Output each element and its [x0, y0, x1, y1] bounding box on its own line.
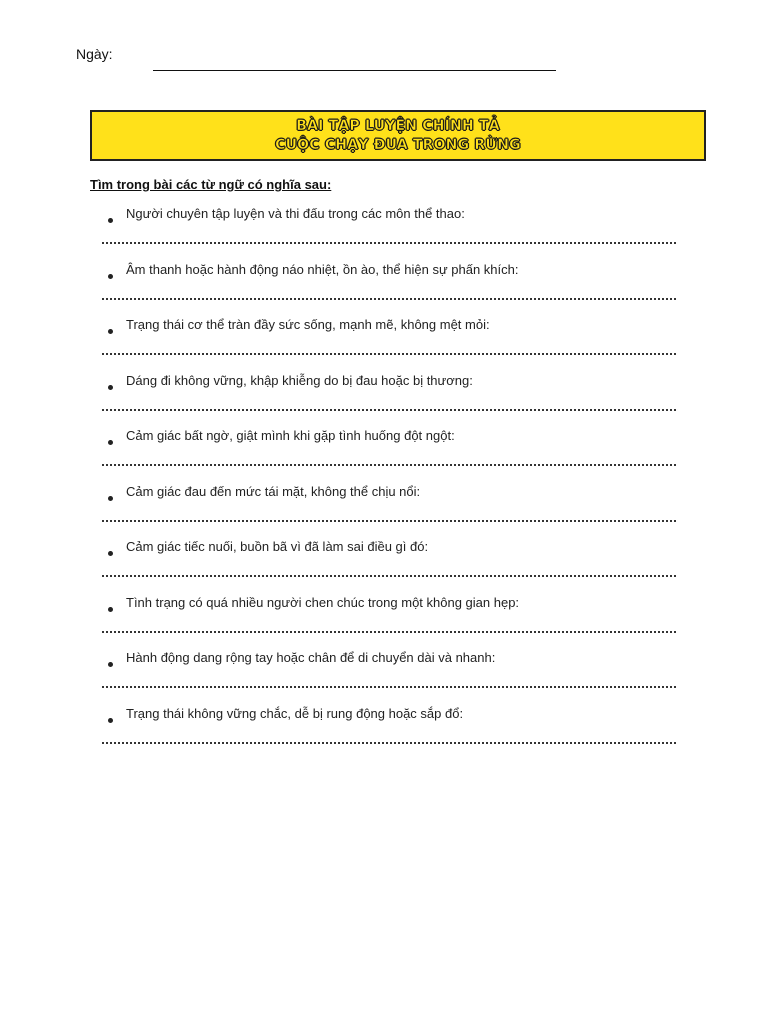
question-item — [102, 422, 678, 478]
answer-line[interactable] — [102, 631, 676, 633]
bullet-icon — [108, 551, 113, 556]
question-label: Cảm giác đau đến mức tái mặt, không thể chịu nổi: — [126, 483, 421, 499]
question-label: Trạng thái cơ thể tràn đầy sức sống, mạnh mẽ, không mệt mỏi: — [126, 317, 490, 332]
question-item — [102, 644, 678, 700]
question-label: Âm thanh hoặc hành động náo nhiệt, ồn ào, thể hiện sự phấn khích: — [126, 261, 519, 277]
bullet-icon — [108, 218, 113, 223]
question-text — [108, 650, 495, 665]
answer-line[interactable] — [102, 742, 676, 744]
answer-line[interactable] — [102, 353, 676, 355]
question-item — [102, 700, 678, 756]
question-text — [108, 539, 428, 554]
question-label: Dáng đi không vững, khập khiễng do bị đau hoặc bị thương: — [126, 372, 473, 388]
question-item — [102, 367, 678, 423]
question-label: Cảm giác bất ngờ, giật mình khi gặp tình huống đột ngột: — [126, 428, 455, 443]
question-text — [108, 373, 473, 388]
bullet-icon — [108, 718, 113, 723]
title-line-1: BÀI TẬP LUYỆN CHÍNH TẢ — [296, 117, 500, 134]
bullet-icon — [108, 607, 113, 612]
answer-line[interactable] — [102, 409, 676, 411]
bullet-icon — [108, 274, 113, 279]
bullet-icon — [108, 329, 113, 334]
title-line-2: CUỘC CHẠY ĐUA TRONG RỪNG — [275, 136, 521, 153]
question-item — [102, 478, 678, 534]
question-label: Người chuyên tập luyện và thi đấu trong các môn thể thao: — [126, 206, 465, 221]
question-text — [108, 706, 463, 721]
question-text — [108, 317, 490, 332]
answer-line[interactable] — [102, 520, 676, 522]
question-list — [102, 200, 678, 755]
question-text — [108, 206, 465, 221]
question-text — [108, 484, 420, 499]
question-text — [108, 262, 519, 277]
bullet-icon — [108, 385, 113, 390]
instruction-heading: Tìm trong bài các từ ngữ có nghĩa sau: — [90, 177, 332, 192]
date-label: Ngày: — [76, 46, 113, 62]
question-item — [102, 533, 678, 589]
bullet-icon — [108, 440, 113, 445]
bullet-icon — [108, 662, 113, 667]
answer-line[interactable] — [102, 464, 676, 466]
question-text — [108, 595, 519, 610]
answer-line[interactable] — [102, 575, 676, 577]
question-item — [102, 200, 678, 256]
question-label: Cảm giác tiếc nuối, buồn bã vì đã làm sai điều gì đó: — [126, 539, 429, 554]
question-item — [102, 256, 678, 312]
date-fill-line[interactable] — [153, 70, 556, 71]
title-banner — [90, 110, 706, 161]
question-label: Trạng thái không vững chắc, dễ bị rung động hoặc sắp đổ: — [126, 705, 464, 721]
date-row — [76, 46, 556, 76]
bullet-icon — [108, 496, 113, 501]
question-text — [108, 428, 455, 443]
question-item — [102, 589, 678, 645]
answer-line[interactable] — [102, 298, 676, 300]
answer-line[interactable] — [102, 686, 676, 688]
question-item — [102, 311, 678, 367]
answer-line[interactable] — [102, 242, 676, 244]
question-label: Hành động dang rộng tay hoặc chân để di chuyển dài và nhanh: — [126, 650, 496, 665]
question-label: Tình trạng có quá nhiều người chen chúc trong một không gian hẹp: — [126, 594, 520, 610]
